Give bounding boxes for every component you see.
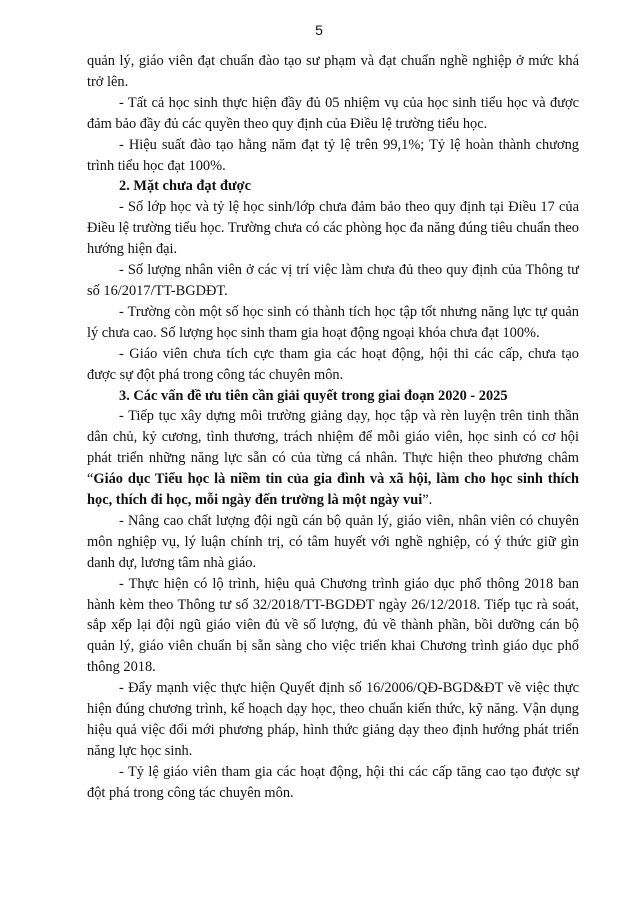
motto-text: Giáo dục Tiểu học là niềm tin của gia đình và xã hội, làm cho học sinh thích học, thích đi học, mỗi ngày đến trường là một ngày vui xyxy=(87,471,579,509)
document-body xyxy=(87,51,579,804)
bullet-paragraph: - Tất cả học sinh thực hiện đầy đủ 05 nhiệm vụ của học sinh tiểu học và được đảm bảo đầy đủ các quyền theo quy định của Điều lệ trường tiểu học. xyxy=(87,94,579,132)
paragraph: quản lý, giáo viên đạt chuẩn đào tạo sư phạm và đạt chuẩn nghề nghiệp ở mức khá trở lên. xyxy=(87,53,579,90)
bullet-paragraph xyxy=(87,406,579,511)
paragraph-text-end: ”. xyxy=(422,492,433,509)
paragraph-text: - Tiếp tục xây dựng môi trường giảng dạy, học tập và rèn luyện trên tinh thần dân chủ, kỷ cương, tình thương, trách nhiệm để mỗi giáo viên, học sinh có cơ hội phát triển những năng lực sẵn có của từng cá nhân. Thực hiện theo phương châm “ xyxy=(87,408,579,488)
bullet-paragraph: - Số lớp học và tỷ lệ học sinh/lớp chưa đảm bảo theo quy định tại Điều 17 của Điều lệ trường tiểu học. Trường chưa có các phòng học đa năng đúng tiêu chuẩn theo hướng hiện đại. xyxy=(87,199,579,258)
bullet-paragraph: - Số lượng nhân viên ở các vị trí việc làm chưa đủ theo quy định của Thông tư số 16/2017/TT-BGDĐT. xyxy=(87,262,579,299)
bullet-paragraph: - Thực hiện có lộ trình, hiệu quả Chương trình giáo dục phổ thông 2018 ban hành kèm theo Thông tư số 32/2018/TT-BGDĐT ngày 26/12/2018. Tiếp tục rà soát, sắp xếp lại đội ngũ giáo viên đủ về số lượng, đủ về thành phần, bồi dưỡng cán bộ quản lý, giáo viên chuẩn bị sẵn sàng cho việc triển khai Chương trình giáo dục phổ thông 2018. xyxy=(87,575,579,676)
bullet-paragraph: - Giáo viên chưa tích cực tham gia các hoạt động, hội thi các cấp, chưa tạo được sự đột phá trong công tác chuyên môn. xyxy=(87,345,579,383)
bullet-paragraph: - Nâng cao chất lượng đội ngũ cán bộ quản lý, giáo viên, nhân viên có chuyên môn nghiệp vụ, lý luận chính trị, có tâm huyết với nghề nghiệp, có ý thức giữ gìn danh dự, lương tâm nhà giáo. xyxy=(87,512,579,571)
bullet-paragraph: - Trường còn một số học sinh có thành tích học tập tốt nhưng năng lực tự quản lý chưa cao. Số lượng học sinh tham gia hoạt động ngoại khóa chưa đạt 100%. xyxy=(87,303,579,341)
bullet-paragraph: - Hiệu suất đào tạo hằng năm đạt tỷ lệ trên 99,1%; Tỷ lệ hoàn thành chương trình tiểu học đạt 100%. xyxy=(87,136,579,174)
section-heading: 3. Các vấn đề ưu tiên cần giải quyết trong giai đoạn 2020 - 2025 xyxy=(119,387,508,404)
section-heading: 2. Mặt chưa đạt được xyxy=(119,178,251,195)
bullet-paragraph: - Tỷ lệ giáo viên tham gia các hoạt động, hội thi các cấp tăng cao tạo được sự đột phá trong công tác chuyên môn. xyxy=(87,763,579,801)
bullet-paragraph: - Đẩy mạnh việc thực hiện Quyết định số 16/2006/QĐ-BGD&ĐT về việc thực hiện đúng chương trình, kế hoạch dạy học, theo chuẩn kiến thức, kỹ năng. Vận dụng hiệu quả việc đổi mới phương pháp, hình thức giảng dạy theo định hướng phát triển năng lực học sinh. xyxy=(87,680,579,759)
page-number: 5 xyxy=(315,22,323,38)
